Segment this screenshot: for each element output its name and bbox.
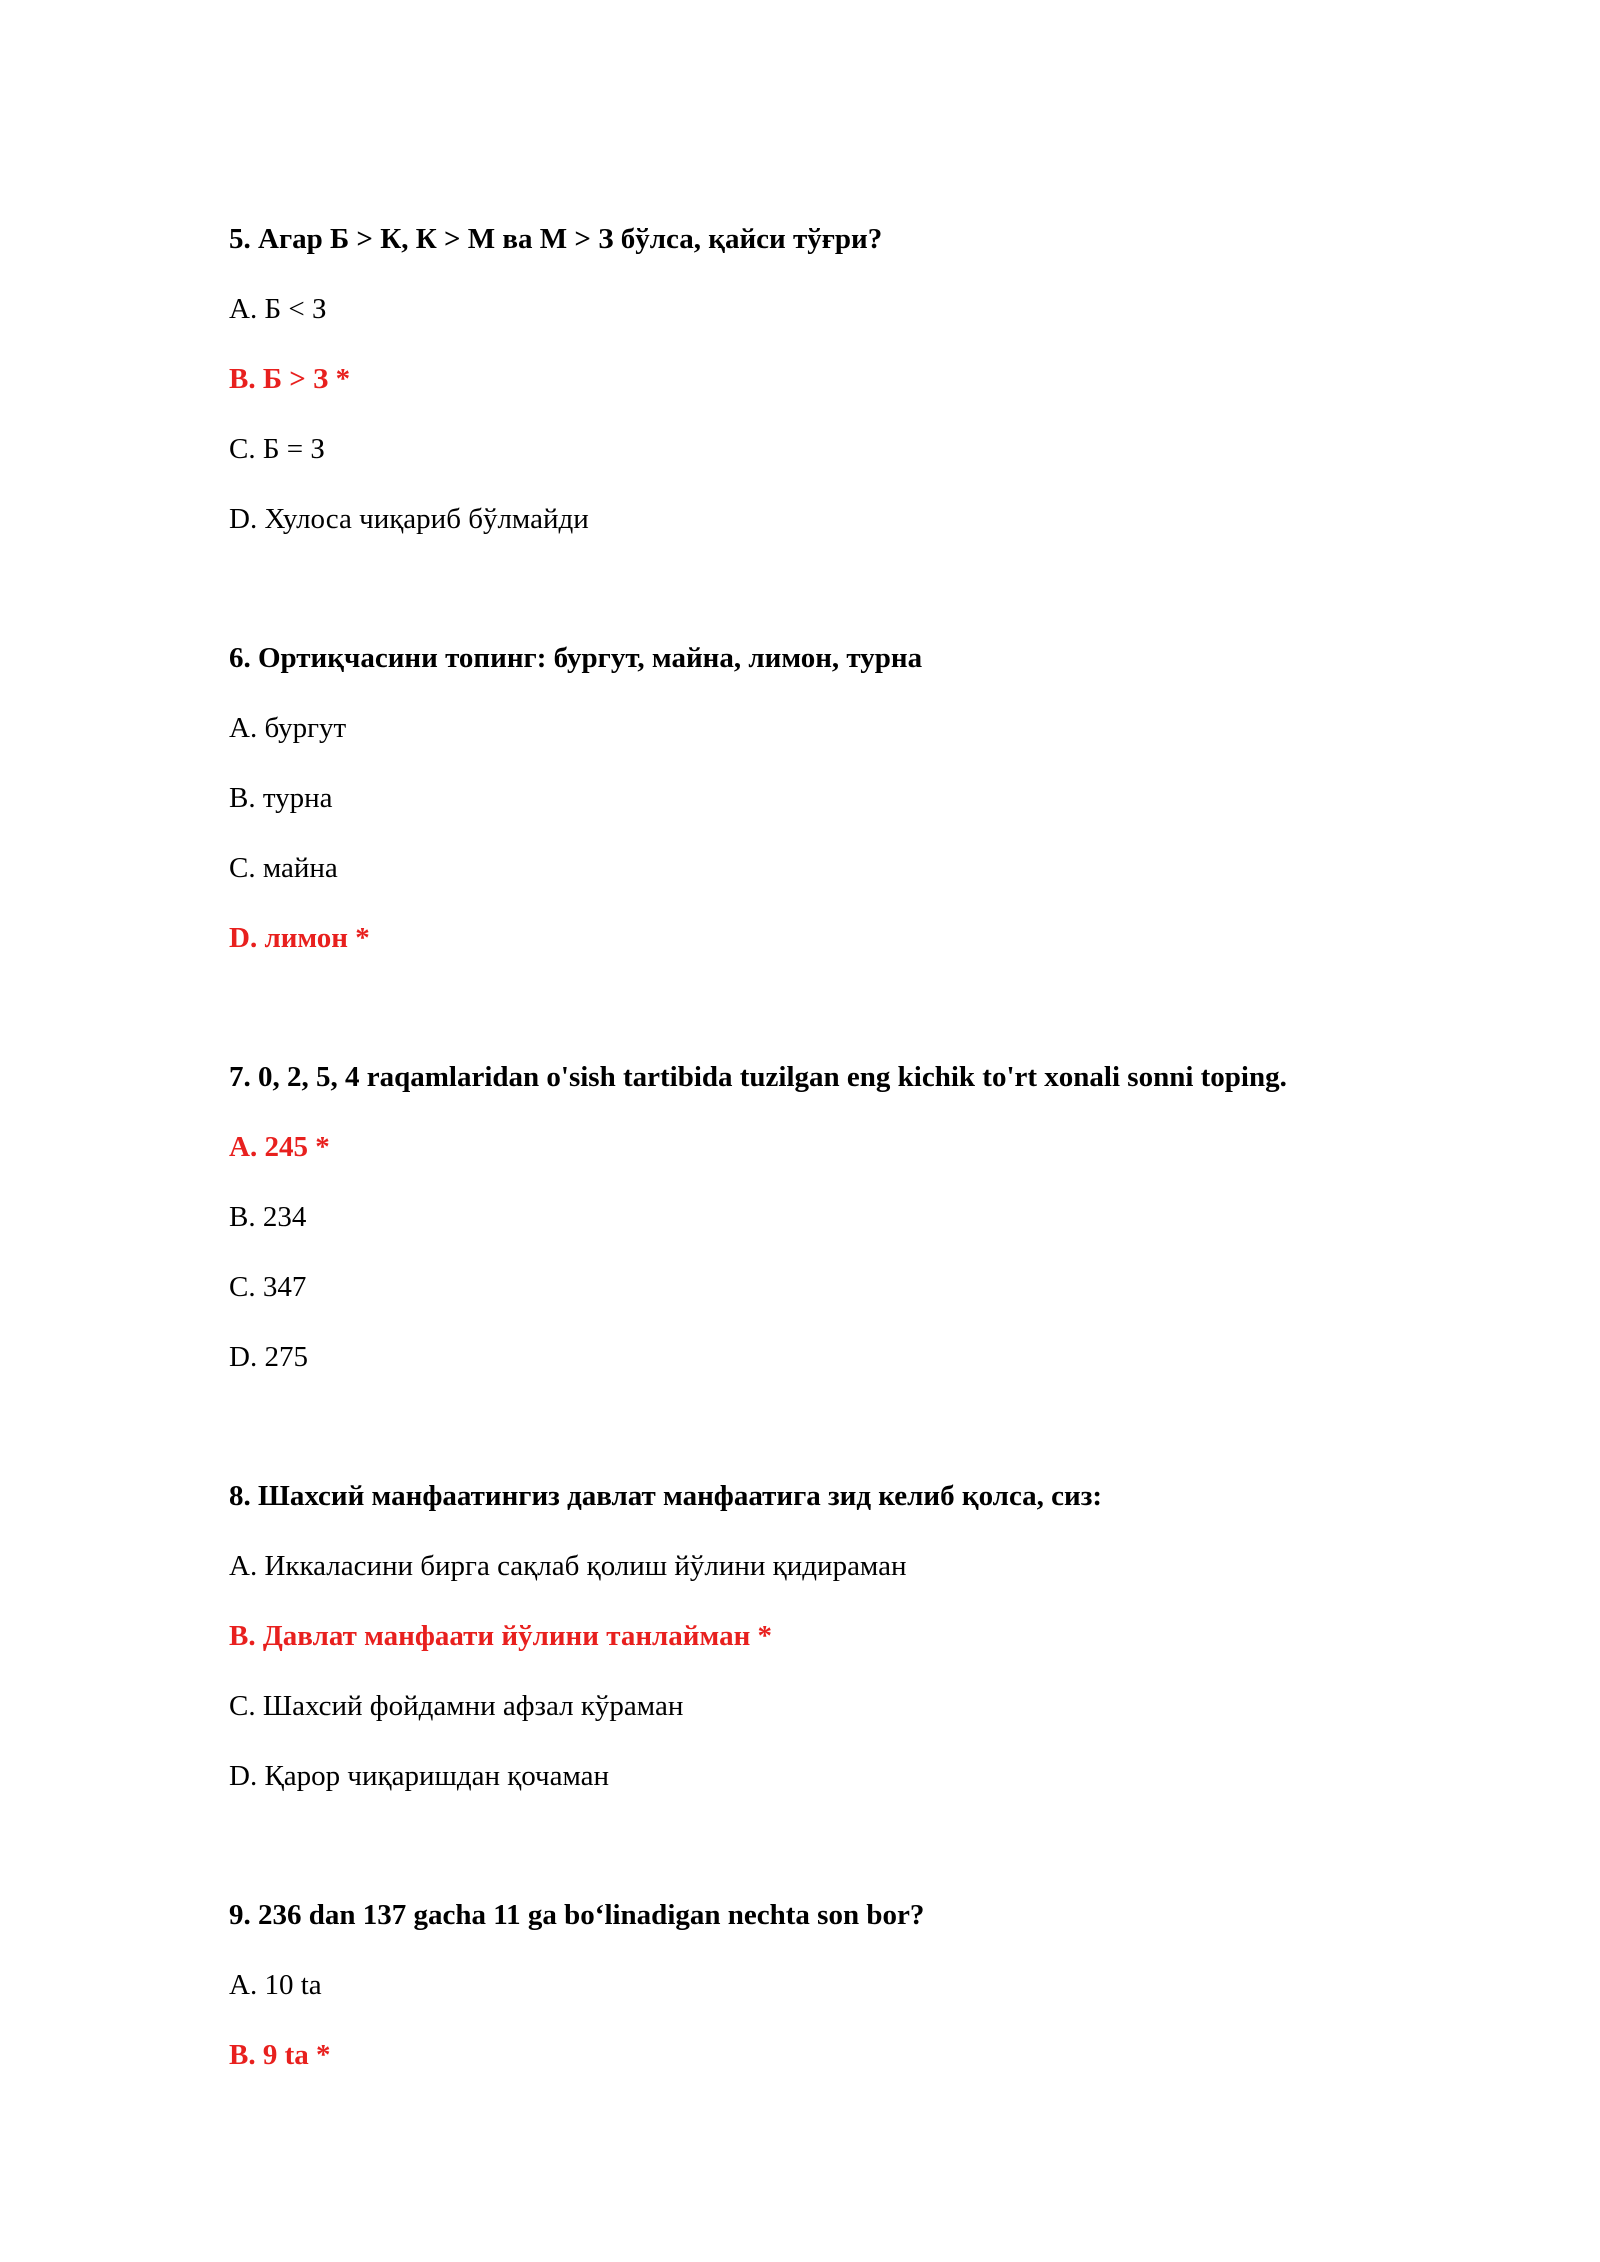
question-8-option-c: C. Шахсий фойдамни афзал кўраман <box>229 1690 684 1722</box>
question-5-option-b-correct: B. Б > З * <box>229 363 351 395</box>
question-6-option-c: C. майна <box>229 852 338 884</box>
question-9-option-a: A. 10 ta <box>229 1969 322 2001</box>
question-9-option-b-correct: B. 9 ta * <box>229 2039 331 2071</box>
question-7-text: 7. 0, 2, 5, 4 raqamlaridan o'sish tartibida tuzilgan eng kichik to'rt xonali sonni toping. <box>229 1061 1287 1093</box>
question-8-option-d: D. Қарор чиқаришдан қочаман <box>229 1760 610 1792</box>
question-5-option-a: A. Б < З <box>229 293 327 325</box>
question-8-text: 8. Шахсий манфаатингиз давлат манфаатига зид келиб қолса, сиз: <box>229 1480 1103 1512</box>
question-8-option-b-correct: B. Давлат манфаати йўлини танлайман * <box>229 1620 773 1652</box>
question-5-option-c: C. Б = З <box>229 433 325 465</box>
question-6-option-b: B. турна <box>229 782 333 814</box>
question-6-option-d-correct: D. лимон * <box>229 922 370 954</box>
question-7-option-c: C. 347 <box>229 1271 307 1303</box>
question-6-option-a: A. бургут <box>229 712 347 744</box>
question-7-option-a-correct: A. 245 * <box>229 1131 330 1163</box>
question-5-text: 5. Агар Б > К, К > М ва М > З бўлса, қайси тўғри? <box>229 223 883 255</box>
question-9-text: 9. 236 dan 137 gacha 11 ga bo‘linadigan nechta son bor? <box>229 1899 925 1931</box>
question-7-option-b: B. 234 <box>229 1201 307 1233</box>
question-8-option-a: A. Иккаласини бирга сақлаб қолиш йўлини қидираман <box>229 1550 907 1582</box>
question-6-text: 6. Ортиқчасини топинг: бургут, майна, лимон, турна <box>229 642 923 674</box>
question-5-option-d: D. Хулоса чиқариб бўлмайди <box>229 503 589 535</box>
question-7-option-d: D. 275 <box>229 1341 308 1373</box>
